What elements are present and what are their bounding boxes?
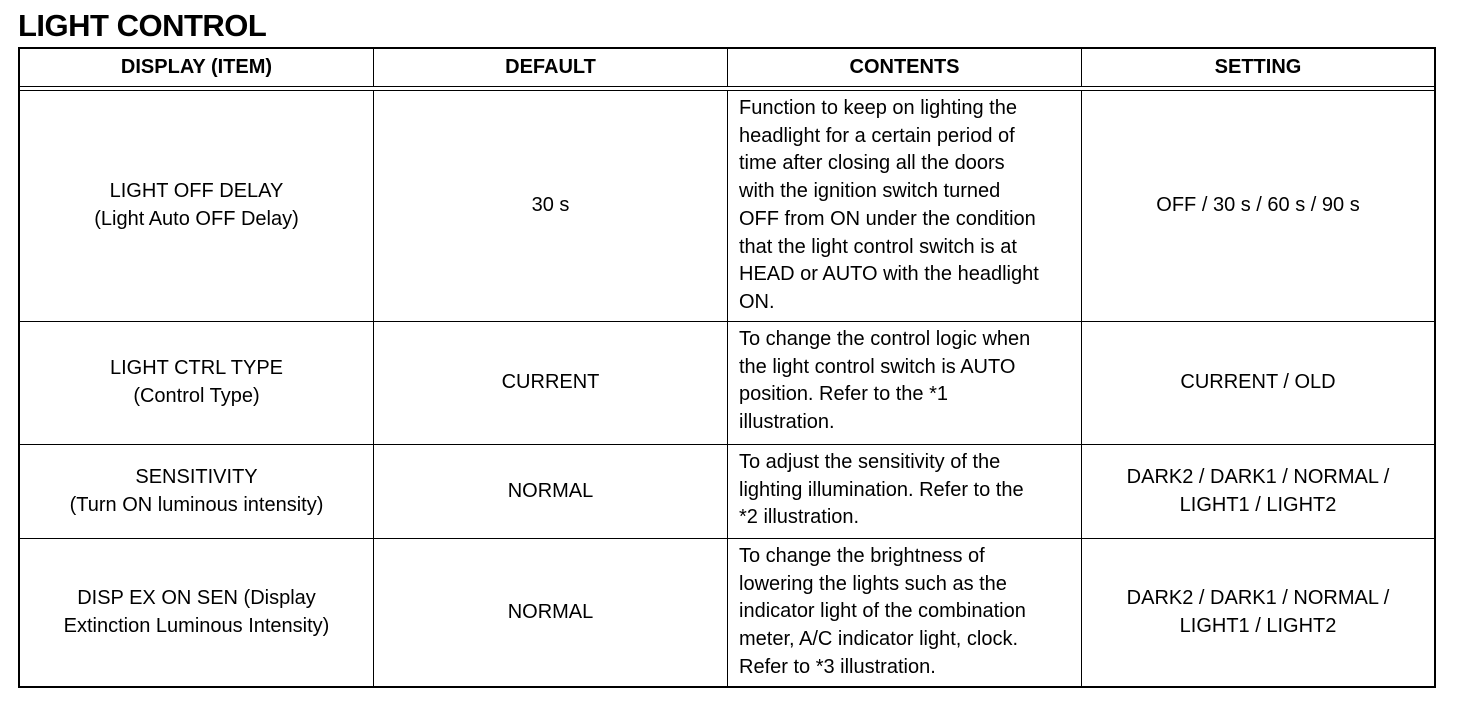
contents-cell	[728, 91, 1082, 321]
item-name: SENSITIVITY	[135, 465, 258, 488]
header-display-item: DISPLAY (ITEM)	[20, 49, 374, 86]
default-value: 30 s	[531, 194, 570, 217]
default-value: NORMAL	[507, 600, 594, 623]
default-cell	[374, 91, 728, 321]
contents-line: Refer to *3 illustration.	[739, 655, 936, 678]
contents-cell	[728, 539, 1082, 686]
setting-cell	[1082, 91, 1434, 321]
contents-line: OFF from ON under the condition	[739, 207, 1036, 230]
contents-line: meter, A/C indicator light, clock.	[739, 628, 1019, 651]
contents-line: headlight for a certain period of	[739, 124, 1015, 147]
item-cell	[20, 539, 374, 686]
setting-value: LIGHT1 / LIGHT2	[1179, 493, 1337, 516]
setting-value: DARK2 / DARK1 / NORMAL /	[1126, 465, 1390, 488]
contents-line: lowering the lights such as the	[739, 572, 1007, 595]
setting-value: OFF / 30 s / 60 s / 90 s	[1156, 194, 1360, 217]
contents-cell	[728, 322, 1082, 444]
contents-line: the light control switch is AUTO	[739, 355, 1016, 378]
header-setting: SETTING	[1214, 55, 1302, 78]
item-cell	[20, 91, 374, 321]
contents-line: ON.	[739, 290, 775, 313]
table-row	[20, 539, 1434, 686]
table-row	[20, 91, 1434, 321]
contents-line: position. Refer to the *1	[739, 383, 949, 406]
setting-value: DARK2 / DARK1 / NORMAL /	[1126, 586, 1390, 609]
contents-line: *2 illustration.	[739, 506, 860, 529]
contents-line: time after closing all the doors	[739, 152, 1005, 175]
default-value: NORMAL	[507, 479, 594, 502]
contents-line: that the light control switch is at	[739, 235, 1017, 258]
contents-line: Function to keep on lighting the	[739, 97, 1017, 119]
item-name: LIGHT OFF DELAY	[109, 180, 284, 203]
contents-line: lighting illumination. Refer to the	[739, 478, 1024, 501]
setting-value: CURRENT / OLD	[1180, 371, 1336, 394]
item-cell	[20, 445, 374, 538]
item-description: (Control Type)	[133, 385, 260, 407]
setting-cell	[1082, 539, 1434, 686]
contents-line: To adjust the sensitivity of the	[739, 451, 1001, 473]
default-cell	[374, 445, 728, 538]
contents-line: To change the brightness of	[739, 545, 985, 567]
item-description: (Turn ON luminous intensity)	[69, 493, 324, 516]
default-value: CURRENT	[501, 371, 600, 394]
item-description: (Light Auto OFF Delay)	[94, 208, 299, 230]
item-name: LIGHT CTRL TYPE	[109, 357, 283, 380]
contents-line: To change the control logic when	[739, 328, 1031, 350]
contents-line: indicator light of the combination	[739, 600, 1026, 623]
light-control-table	[18, 47, 1436, 688]
contents-line: with the ignition switch turned	[739, 180, 1001, 203]
item-description: Extinction Luminous Intensity)	[63, 614, 330, 637]
table-row	[20, 322, 1434, 444]
item-name: DISP EX ON SEN (Display	[77, 586, 316, 609]
page-title: LIGHT CONTROL	[18, 8, 267, 43]
header-default: DEFAULT	[374, 49, 728, 86]
contents-cell	[728, 445, 1082, 538]
contents-line: illustration.	[739, 411, 835, 434]
header-contents: CONTENTS	[728, 49, 1082, 86]
default-cell	[374, 322, 728, 444]
table-row	[20, 445, 1434, 538]
setting-cell	[1082, 322, 1434, 444]
item-cell	[20, 322, 374, 444]
default-cell	[374, 539, 728, 686]
header-divider	[20, 86, 1434, 87]
setting-value: LIGHT1 / LIGHT2	[1179, 614, 1337, 637]
setting-cell	[1082, 445, 1434, 538]
table-header-row	[20, 49, 1434, 86]
contents-line: HEAD or AUTO with the headlight	[739, 263, 1039, 286]
